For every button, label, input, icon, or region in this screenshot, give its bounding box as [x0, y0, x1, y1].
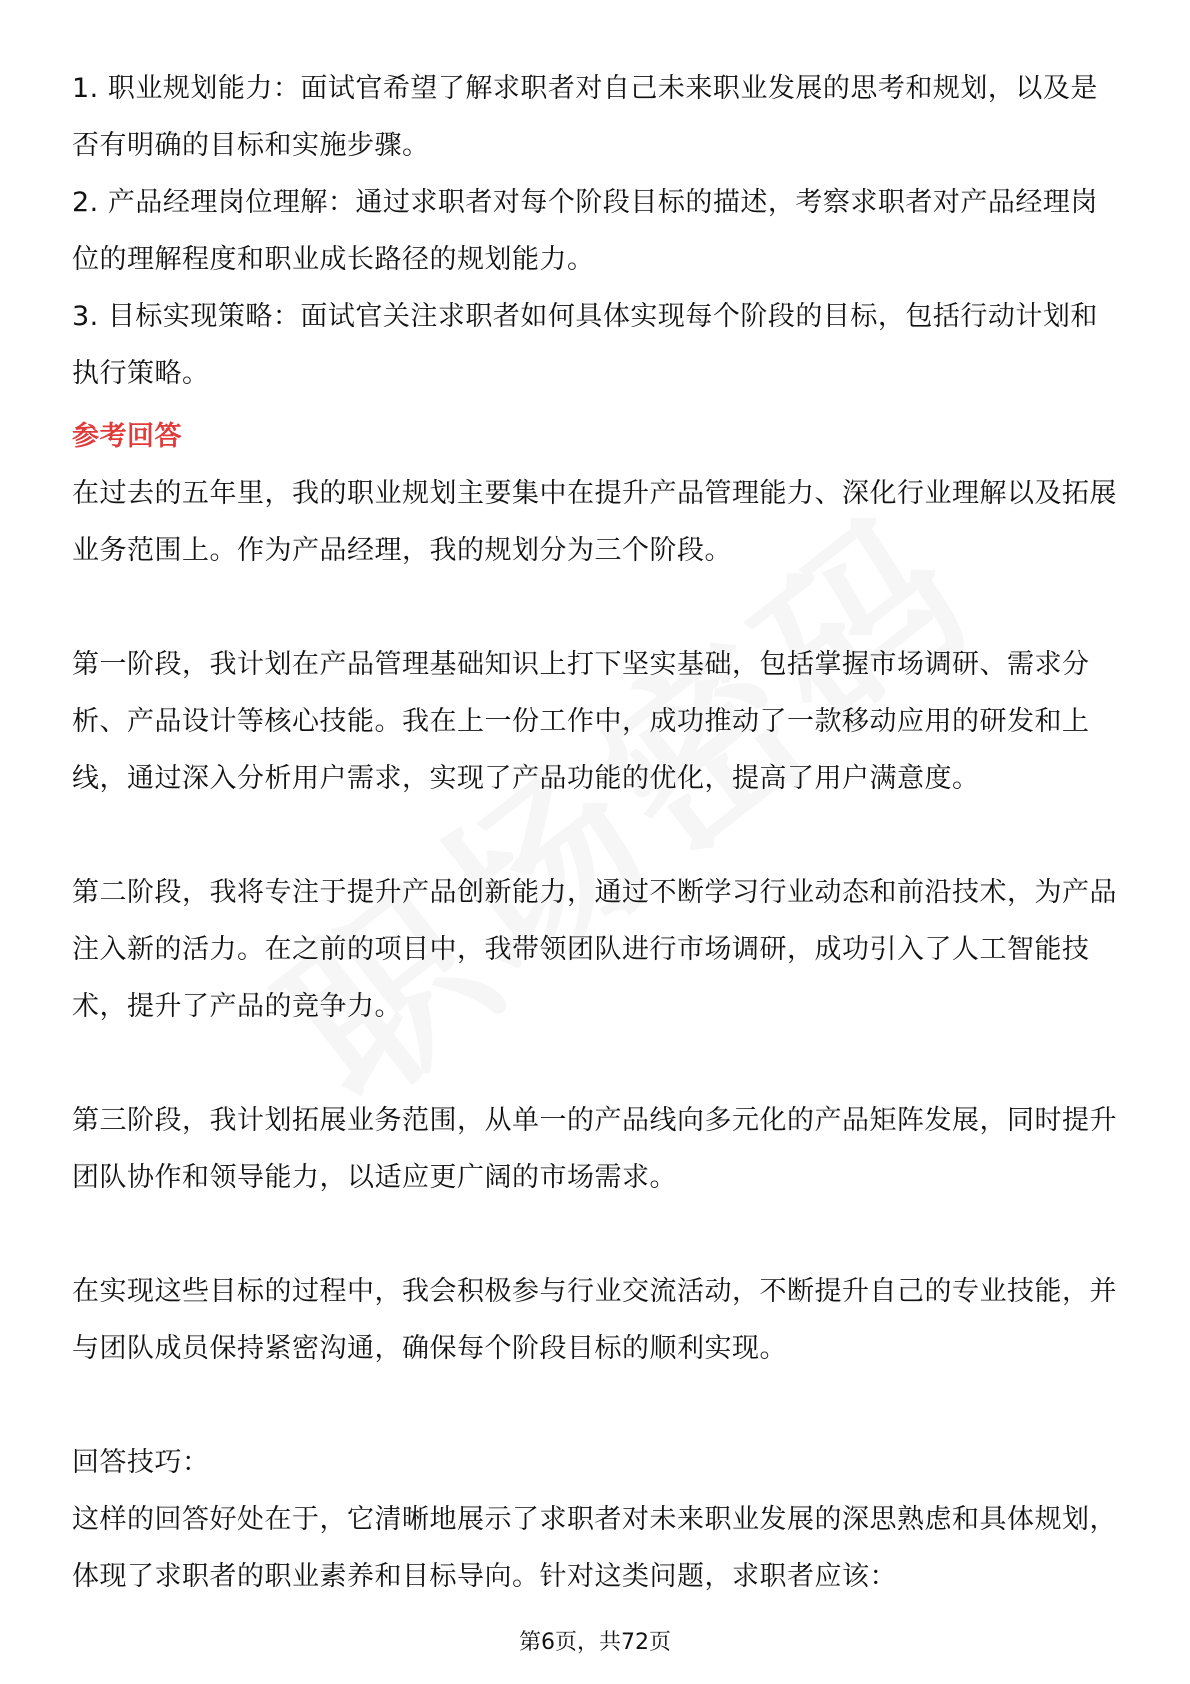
paragraph-gap: [72, 579, 1118, 636]
paragraph-gap: [72, 1377, 1118, 1434]
criterion-item: 3. 目标实现策略：面试官关注求职者如何具体实现每个阶段的目标，包括行动计划和执行策略。: [72, 301, 1098, 389]
criterion-item: 2. 产品经理岗位理解：通过求职者对每个阶段目标的描述，考察求职者对产品经理岗位的理解程度和职业成长路径的规划能力。: [72, 187, 1098, 275]
answer-stage-3: 第三阶段，我计划拓展业务范围，从单一的产品线向多元化的产品矩阵发展，同时提升团队协作和领导能力，以适应更广阔的市场需求。: [72, 1105, 1117, 1193]
reference-answer-heading: 参考回答: [72, 421, 182, 452]
page-number: 第6页，共72页: [519, 1630, 671, 1655]
tips-text: 这样的回答好处在于，它清晰地展示了求职者对未来职业发展的深思熟虑和具体规划，体现了求职者的职业素养和目标导向。针对这类问题，求职者应该：: [72, 1504, 1117, 1592]
tips-heading: 回答技巧：: [72, 1447, 210, 1478]
paragraph-gap: [72, 807, 1118, 864]
answer-stage-2: 第二阶段，我将专注于提升产品创新能力，通过不断学习行业动态和前沿技术，为产品注入新的活力。在之前的项目中，我带领团队进行市场调研，成功引入了人工智能技术，提升了产品的竞争力。: [72, 877, 1117, 1022]
criterion-item: 1. 职业规划能力：面试官希望了解求职者对自己未来职业发展的思考和规划，以及是否有明确的目标和实施步骤。: [72, 73, 1098, 161]
paragraph-gap: [72, 1035, 1118, 1092]
answer-stage-1: 第一阶段，我计划在产品管理基础知识上打下坚实基础，包括掌握市场调研、需求分析、产品设计等核心技能。我在上一份工作中，成功推动了一款移动应用的研发和上线，通过深入分析用户需求，实现了产品功能的优化，提高了用户满意度。: [72, 649, 1090, 794]
paragraph-gap: [72, 1206, 1118, 1263]
page-content: [72, 60, 1118, 1605]
answer-conclusion: 在实现这些目标的过程中，我会积极参与行业交流活动，不断提升自己的专业技能，并与团队成员保持紧密沟通，确保每个阶段目标的顺利实现。: [72, 1276, 1117, 1364]
answer-intro: 在过去的五年里，我的职业规划主要集中在提升产品管理能力、深化行业理解以及拓展业务范围上。作为产品经理，我的规划分为三个阶段。: [72, 478, 1117, 566]
